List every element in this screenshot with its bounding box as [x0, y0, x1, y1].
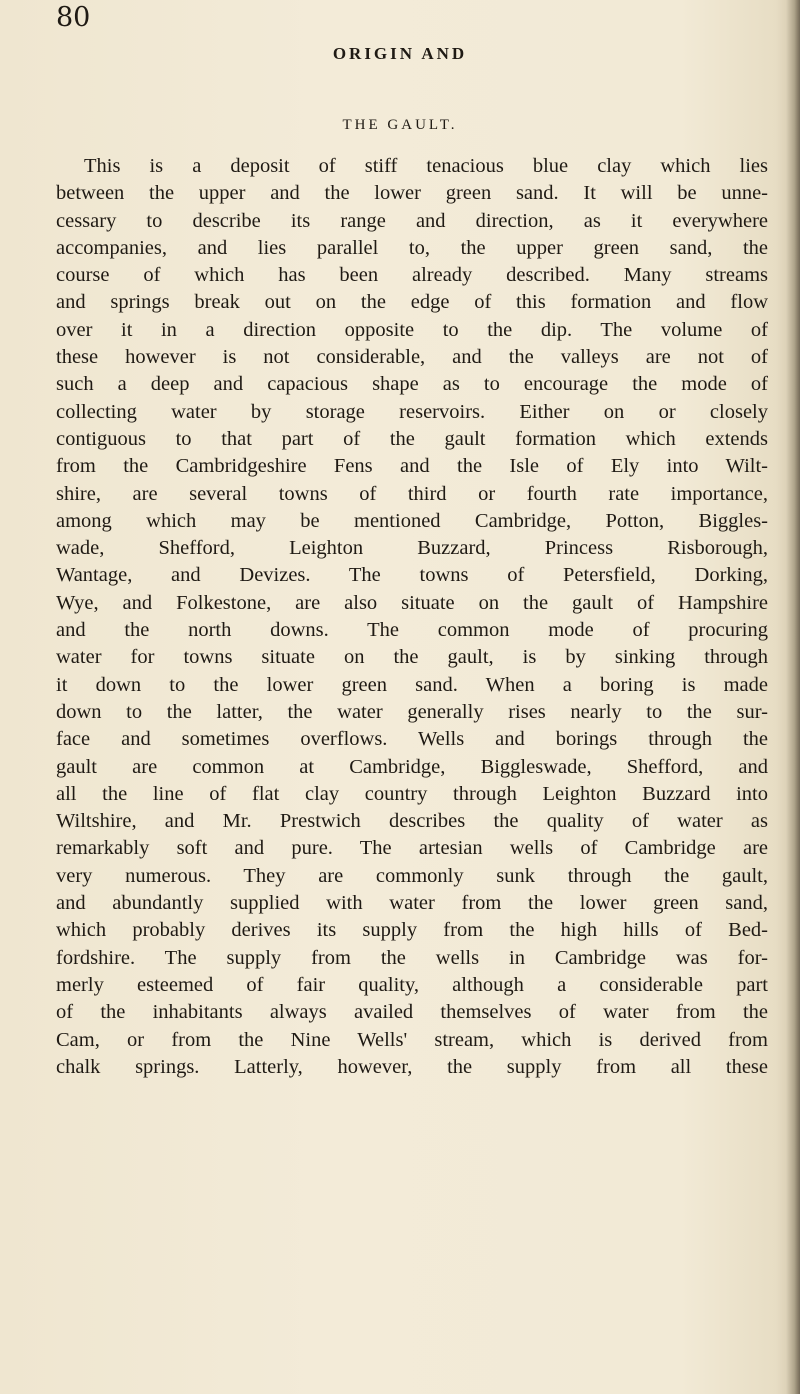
- text-line: between the upper and the lower green sand. It will be unne-: [56, 182, 768, 205]
- text-line: Cam, or from the Nine Wells' stream, which is derived from: [56, 1028, 768, 1051]
- running-head: ORIGIN AND: [332, 44, 468, 63]
- text-line: wade, Shefford, Leighton Buzzard, Princess Risborough,: [56, 537, 768, 560]
- page-edge-shadow: [786, 0, 800, 1394]
- text-line: course of which has been already described. Many streams: [56, 264, 768, 287]
- text-line: shire, are several towns of third or fourth rate importance,: [56, 482, 768, 505]
- text-line: water for towns situate on the gault, is by sinking through: [56, 646, 768, 669]
- text-line: face and sometimes overflows. Wells and borings through the: [56, 728, 768, 751]
- text-line: merly esteemed of fair quality, although a considerable part: [56, 973, 768, 996]
- text-line: This is a deposit of stiff tenacious blue clay which lies: [84, 155, 768, 177]
- text-line: among which may be mentioned Cambridge, Potton, Biggles-: [56, 509, 768, 532]
- text-line: accompanies, and lies parallel to, the upper green sand, the: [56, 236, 768, 259]
- text-line: cessary to describe its range and direction, as it everywhere: [56, 209, 768, 232]
- body-text: [56, 153, 768, 1081]
- text-line: fordshire. The supply from the wells in Cambridge was for-: [56, 946, 768, 969]
- text-line: these however is not considerable, and the valleys are not of: [56, 346, 768, 369]
- text-line: chalk springs. Latterly, however, the supply from all these: [56, 1055, 768, 1078]
- text-line: Wiltshire, and Mr. Prestwich describes the quality of water as: [56, 810, 768, 833]
- text-line: over it in a direction opposite to the dip. The volume of: [56, 318, 768, 341]
- text-line: of the inhabitants always availed themselves of water from the: [56, 1001, 768, 1024]
- text-line: it down to the lower green sand. When a boring is made: [56, 673, 768, 696]
- text-line: which probably derives its supply from the high hills of Bed-: [56, 919, 768, 942]
- text-line: Wantage, and Devizes. The towns of Petersfield, Dorking,: [56, 564, 768, 587]
- text-line: remarkably soft and pure. The artesian wells of Cambridge are: [56, 837, 768, 860]
- text-line: all the line of flat clay country through Leighton Buzzard into: [56, 782, 768, 805]
- text-line: Wye, and Folkestone, are also situate on the gault of Hampshire: [56, 591, 768, 614]
- text-line: contiguous to that part of the gault formation which extends: [56, 427, 768, 450]
- section-title: THE GAULT.: [342, 117, 458, 133]
- text-line: such a deep and capacious shape as to encourage the mode of: [56, 373, 768, 396]
- page-number: 80: [56, 2, 91, 33]
- text-line: collecting water by storage reservoirs. Either on or closely: [56, 400, 768, 423]
- text-line: from the Cambridgeshire Fens and the Isle of Ely into Wilt-: [56, 455, 768, 478]
- text-line: and the north downs. The common mode of procuring: [56, 619, 768, 642]
- text-line: very numerous. They are commonly sunk through the gault,: [56, 864, 768, 887]
- text-line: down to the latter, the water generally rises nearly to the sur-: [56, 700, 768, 723]
- text-line: and springs break out on the edge of this formation and flow: [56, 291, 768, 314]
- text-line: and abundantly supplied with water from the lower green sand,: [56, 892, 768, 915]
- text-line: gault are common at Cambridge, Biggleswade, Shefford, and: [56, 755, 768, 778]
